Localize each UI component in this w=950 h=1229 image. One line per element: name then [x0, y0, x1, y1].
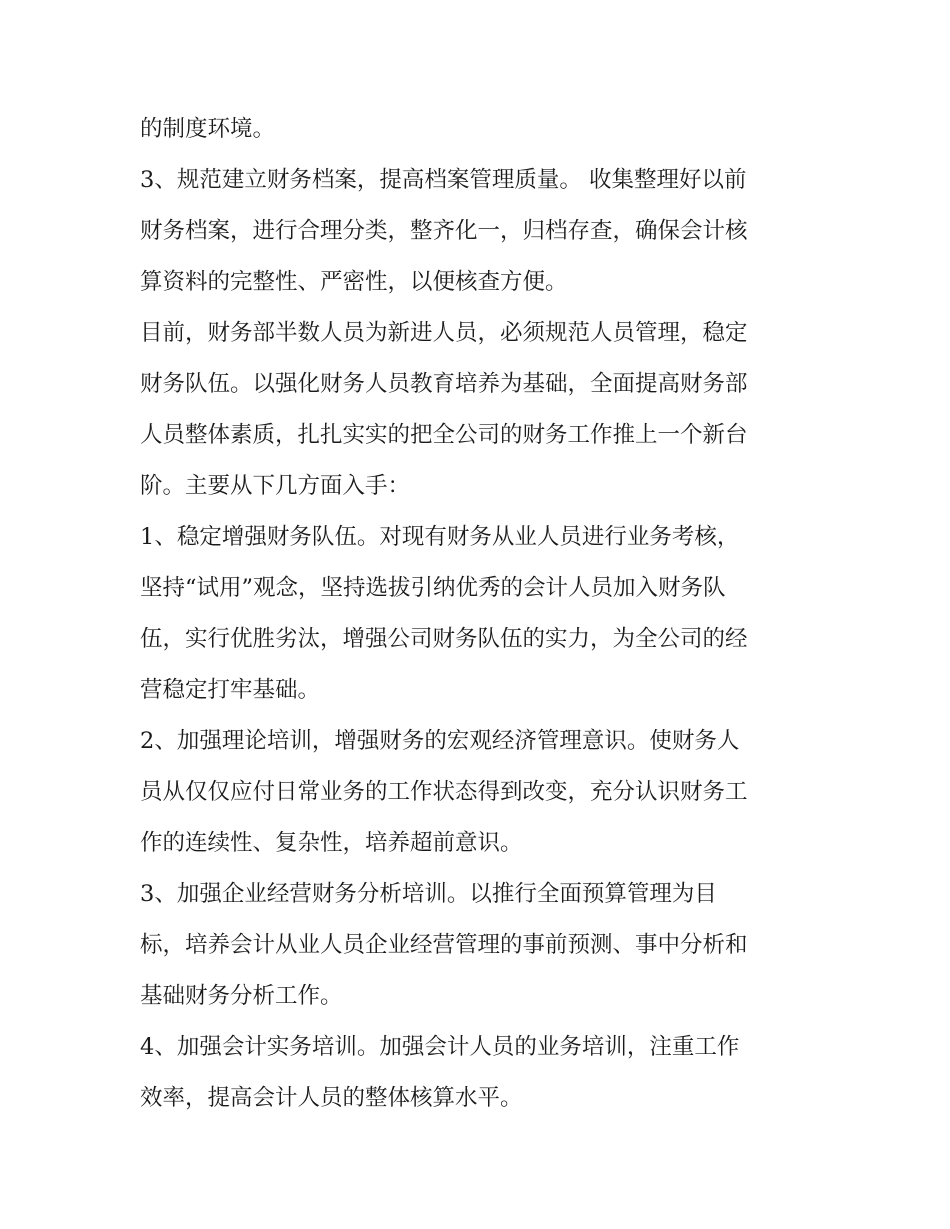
text-line: 3、加强企业经营财务分析培训。以推行全面预算管理为目: [140, 881, 717, 907]
text-line: 效率，提高会计人员的整体核算水平。: [140, 1085, 523, 1111]
text-line: 伍，实行优胜劣汰，增强公司财务队伍的实力，为全公司的经: [140, 626, 748, 652]
text-line: 2、加强理论培训，增强财务的宏观经济管理意识。使财务人: [140, 728, 740, 754]
text-line: 标，培养会计从业人员企业经营管理的事前预测、事中分析和: [140, 932, 748, 958]
document-body: [140, 104, 820, 1124]
text-line: 员从仅仅应付日常业务的工作状态得到改变，充分认识财务工: [140, 779, 748, 805]
paragraph-analysis-training: [140, 869, 820, 1022]
text-line: 4、加强会计实务培训。加强会计人员的业务培训，注重工作: [140, 1034, 740, 1060]
text-line: 阶。主要从下几方面入手：: [140, 473, 411, 499]
text-line: 作的连续性、复杂性，培养超前意识。: [140, 830, 523, 856]
text-line: 财务队伍。以强化财务人员教育培养为基础，全面提高财务部: [140, 371, 748, 397]
text-line: 1、稳定增强财务队伍。对现有财务从业人员进行业务考核，: [140, 524, 740, 550]
text-line: 基础财务分析工作。: [140, 983, 343, 1009]
text-line: 财务档案，进行合理分类，整齐化一，归档存查，确保会计核: [140, 218, 748, 244]
paragraph-staff-management: [140, 308, 820, 512]
paragraph-practice-training: [140, 1022, 820, 1124]
text-line: 的制度环境。: [140, 116, 276, 142]
text-line: 算资料的完整性、严密性，以便核查方便。: [140, 269, 568, 295]
text-line: 人员整体素质，扎扎实实的把全公司的财务工作推上一个新台: [140, 422, 748, 448]
text-line: 营稳定打牢基础。: [140, 677, 321, 703]
paragraph-stabilize-team: [140, 512, 820, 716]
paragraph-system-environment: [140, 104, 820, 155]
text-line: 目前，财务部半数人员为新进人员，必须规范人员管理，稳定: [140, 320, 748, 346]
paragraph-theory-training: [140, 716, 820, 869]
text-line: 3、规范建立财务档案，提高档案管理质量。 收集整理好以前: [140, 167, 747, 193]
text-line: 坚持“试用”观念，坚持选拔引纳优秀的会计人员加入财务队: [140, 575, 726, 601]
paragraph-financial-archives: [140, 155, 820, 308]
